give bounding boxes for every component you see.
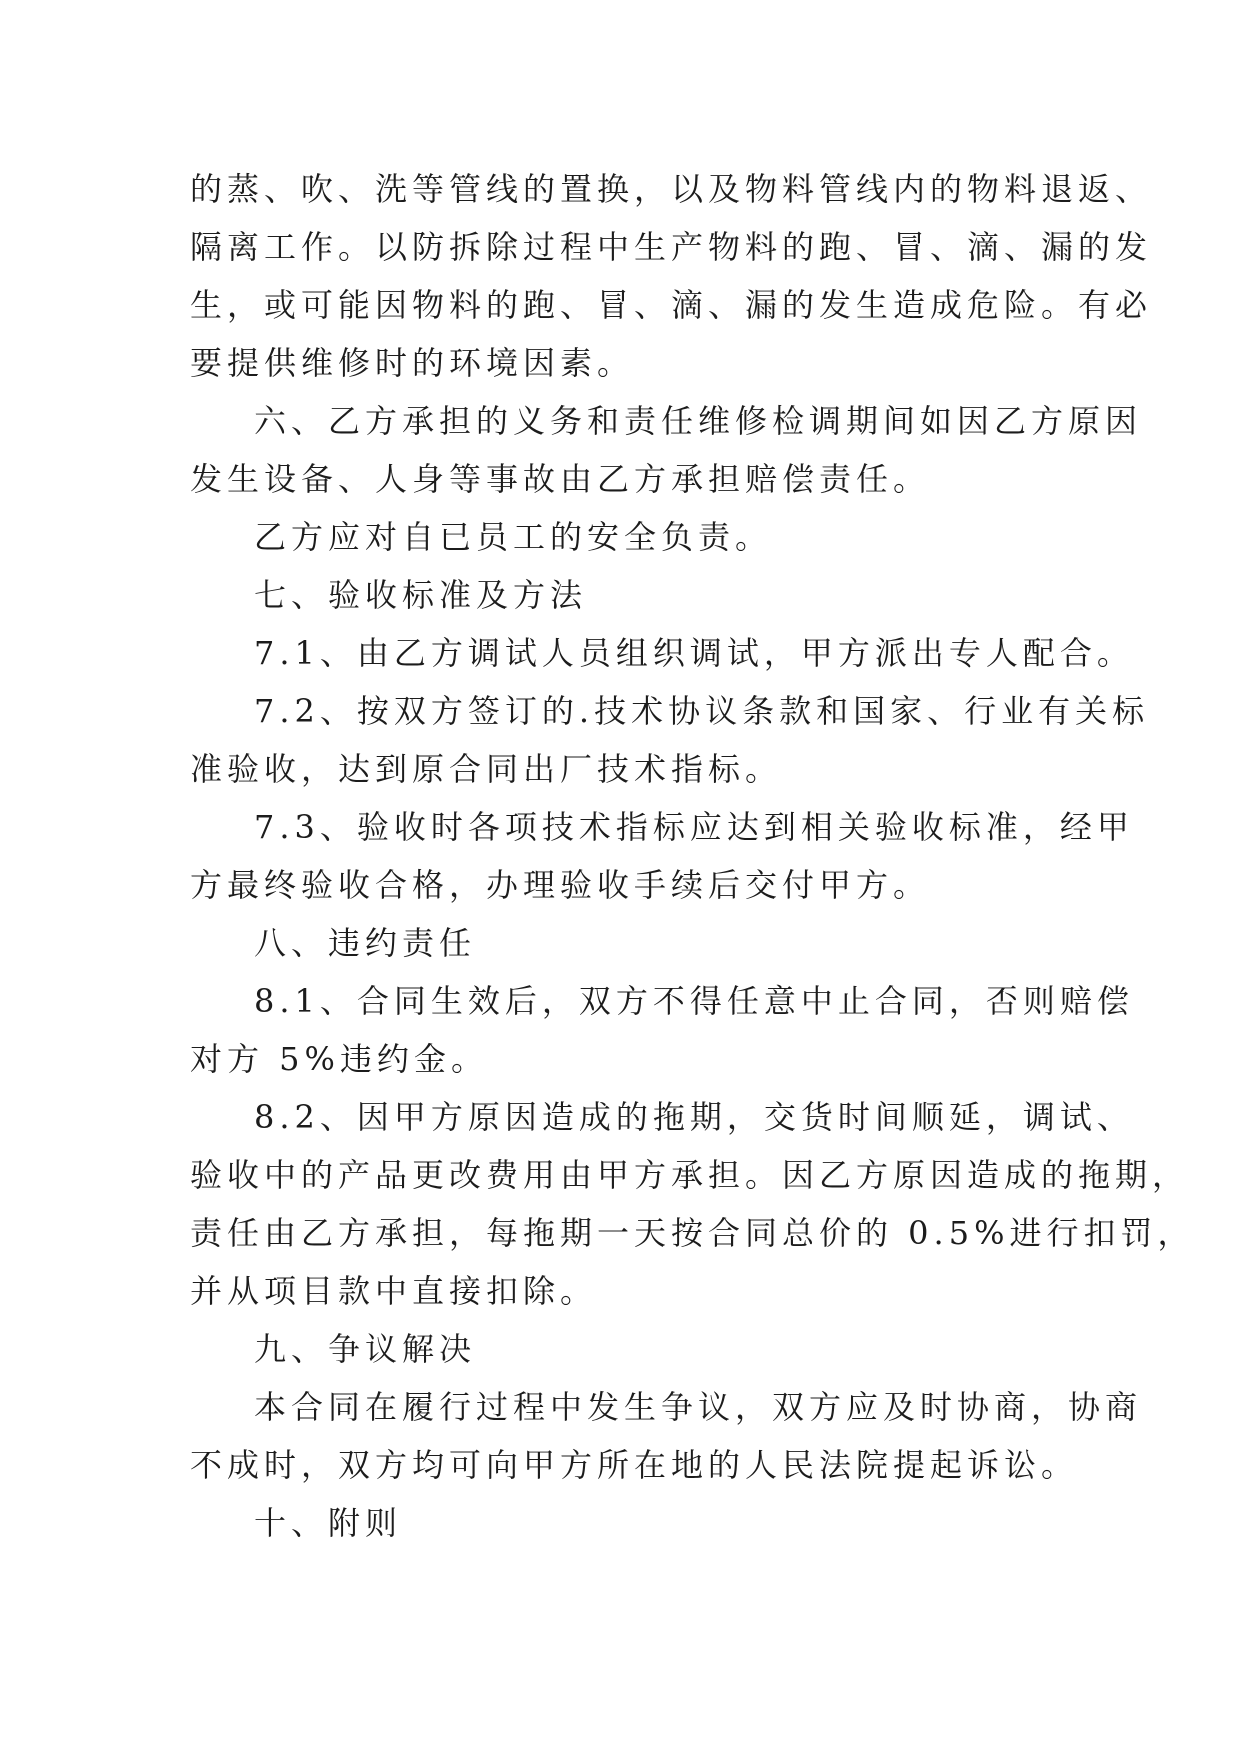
text-line: 的蒸、吹、洗等管线的置换，以及物料管线内的物料退返、	[190, 170, 1153, 208]
text-line: 发生设备、人身等事故由乙方承担赔偿责任。	[190, 460, 931, 498]
document-body	[190, 160, 1195, 1552]
section-6-text: 六、乙方承担的义务和责任维修检调期间如因乙方原因	[254, 402, 1143, 440]
text-line: 并从项目款中直接扣除。	[190, 1272, 598, 1310]
text-line: 要提供维修时的环境因素。	[190, 344, 635, 382]
clause-8-1: 8.1、合同生效后，双方不得任意中止合同，否则赔偿	[254, 982, 1134, 1020]
text-line: 责任由乙方承担，每拖期一天按合同总价的 0.5%进行扣罚，	[190, 1214, 1195, 1252]
clause-7-2: 7.2、按双方签订的.技术协议条款和国家、行业有关标	[254, 692, 1150, 730]
text-line: 生，或可能因物料的跑、冒、滴、漏的发生造成危险。有必	[190, 286, 1153, 324]
text-line: 验收中的产品更改费用由甲方承担。因乙方原因造成的拖期，	[190, 1156, 1190, 1194]
section-heading: 七、验收标准及方法	[254, 576, 588, 614]
paragraph-text: 本合同在履行过程中发生争议，双方应及时协商，协商	[254, 1388, 1143, 1426]
section-heading: 十、附则	[254, 1504, 403, 1542]
text-line: 不成时，双方均可向甲方所在地的人民法院提起诉讼。	[190, 1446, 1079, 1484]
clause-7-1: 7.1、由乙方调试人员组织调试，甲方派出专人配合。	[254, 634, 1134, 672]
clause-7-3: 7.3、验收时各项技术指标应达到相关验收标准，经甲	[254, 808, 1134, 846]
paragraph-text: 乙方应对自已员工的安全负责。	[254, 518, 773, 556]
text-line: 隔离工作。以防拆除过程中生产物料的跑、冒、滴、漏的发	[190, 228, 1153, 266]
clause-8-2: 8.2、因甲方原因造成的拖期，交货时间顺延，调试、	[254, 1098, 1134, 1136]
section-heading: 八、违约责任	[254, 924, 477, 962]
text-line: 方最终验收合格，办理验收手续后交付甲方。	[190, 866, 931, 904]
section-heading: 九、争议解决	[254, 1330, 477, 1368]
text-line: 准验收，达到原合同出厂技术指标。	[190, 750, 783, 788]
text-line: 对方 5%违约金。	[190, 1040, 488, 1078]
